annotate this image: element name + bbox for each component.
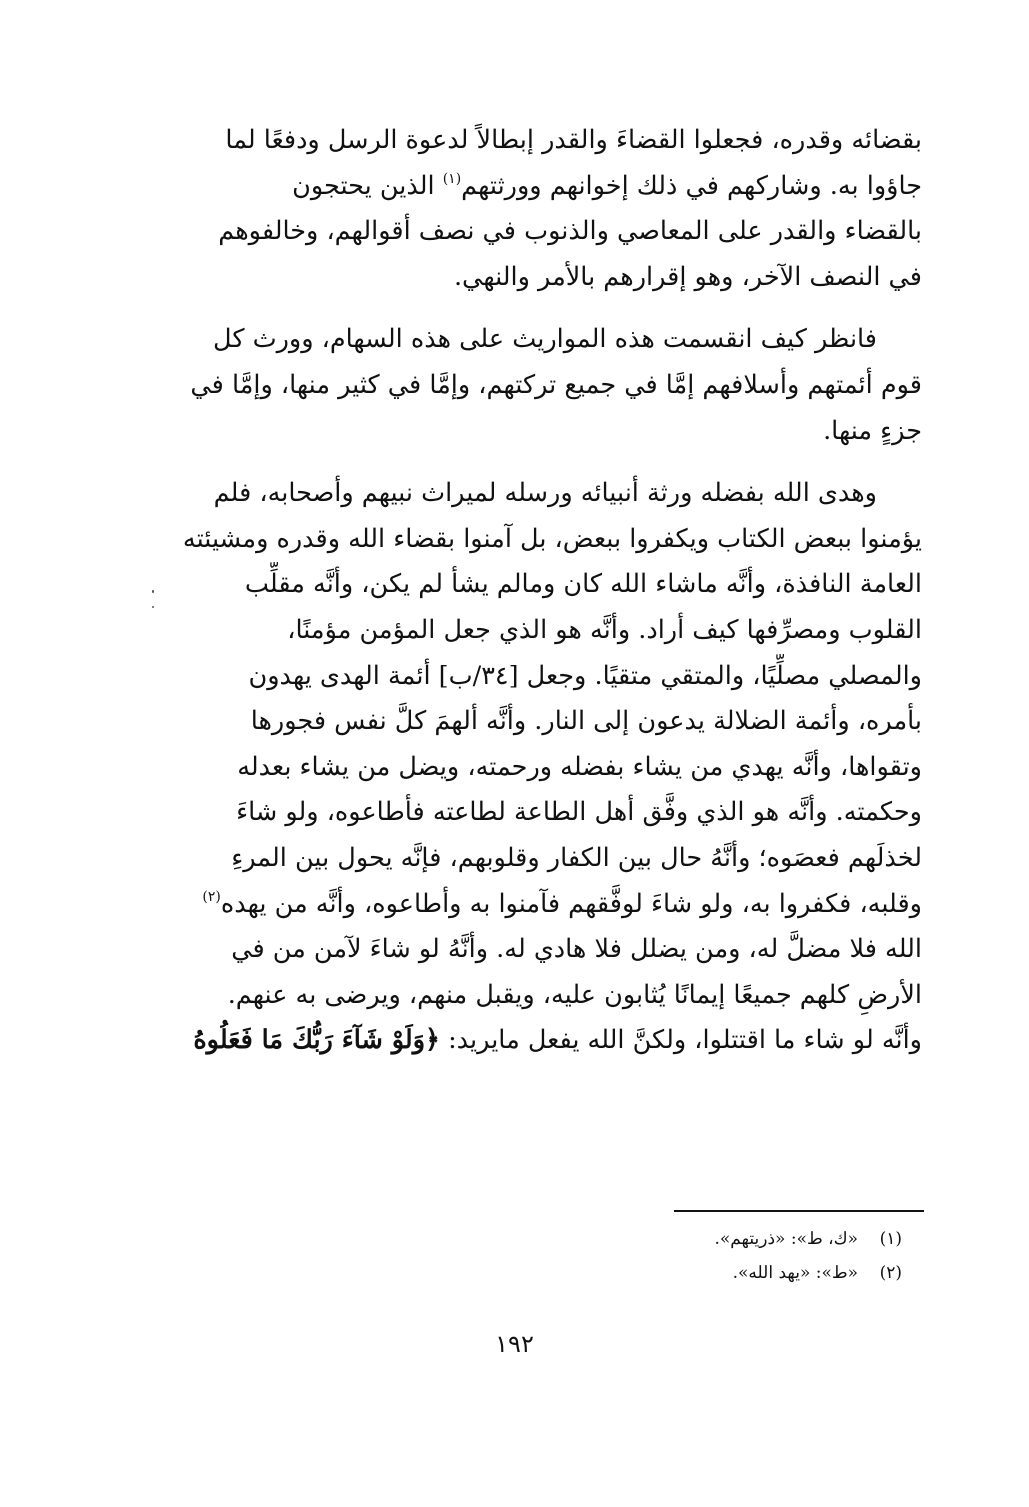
text-line: فانظر كيف انقسمت هذه المواريث على هذه السهام، وورث كل: [213, 324, 877, 355]
text-line: العامة النافذة، وأنَّه ماشاء الله كان ومالم يشأ لم يكن، وأنَّه مقلِّب: [244, 569, 922, 600]
text-line: القلوب ومصرِّفها كيف أراد. وأنَّه هو الذي جعل المؤمن مؤمنًا،: [287, 614, 922, 645]
main-text: [100, 118, 922, 1064]
footnote-ref-2[interactable]: (٢): [202, 888, 221, 905]
footnote-text: «ط»: «يهد الله».: [732, 1263, 858, 1283]
text-line: وهدى الله بفضله ورثة أنبيائه ورسله لميراث نبيهم وأصحابه، فلم: [213, 478, 877, 509]
quran-quote: ﴿وَلَوْ شَآءَ رَبُّكَ مَا فَعَلُوهُ: [193, 1025, 440, 1056]
scan-speck: [152, 606, 154, 608]
paragraph-1: [100, 118, 922, 300]
text-line: الله فلا مضلَّ له، ومن يضلل فلا هادي له. وأنَّهُ لو شاءَ لآمن من في: [231, 934, 922, 965]
text-line: جزءٍ منها.: [823, 415, 922, 446]
text-line: الأرضِ كلهم جميعًا إيمانًا يُثابون عليه، ويقبل منهم، ويرضى به عنهم.: [227, 979, 922, 1010]
text-line: قوم أئمتهم وأسلافهم إمَّا في جميع تركتهم، وإمَّا في كثير منها، وإمَّا في: [190, 369, 922, 400]
text-segment: الذين يحتجون: [292, 170, 443, 201]
scan-speck: [152, 590, 154, 593]
footnote-1: [560, 1222, 902, 1256]
text-line: يؤمنوا ببعض الكتاب ويكفروا ببعض، بل آمنوا بقضاء الله وقدره ومشيئته: [182, 523, 922, 554]
footnote-number: (١): [879, 1229, 902, 1249]
text-line: وتقواها، وأنَّه يهدي من يشاء بفضله ورحمته، ويضل من يشاء بعدله: [237, 751, 922, 782]
text-line: [100, 1018, 922, 1064]
text-line: بقضائه وقدره، فجعلوا القضاءَ والقدر إبطالاً لدعوة الرسل ودفعًا لما: [225, 125, 922, 155]
text-line: في النصف الآخر، وهو إقرارهم بالأمر والنهي.: [453, 261, 922, 292]
page-number: ١٩٢: [495, 1330, 534, 1358]
text-line: [100, 882, 922, 928]
footnote-2: [560, 1256, 902, 1290]
text-line: وحكمته. وأنَّه هو الذي وفَّق أهل الطاعة لطاعته فأطاعوه، ولو شاءَ: [236, 797, 922, 828]
text-line: بالقضاء والقدر على المعاصي والذنوب في نصف أقوالهم، وخالفوهم: [218, 216, 922, 247]
footnote-separator: [674, 1210, 924, 1212]
text-segment: وأنَّه لو شاء ما اقتتلوا، ولكنَّ الله يفعل مايريد:: [448, 1025, 922, 1056]
text-segment: جاؤوا به. وشاركهم في ذلك إخوانهم وورثتهم: [461, 170, 922, 201]
text-line: بأمره، وأئمة الضلالة يدعون إلى النار. وأنَّه ألهمَ كلَّ نفس فجورها: [250, 706, 922, 737]
text-line: والمصلي مصلِّيًا، والمتقي متقيًا. وجعل [٣٤/ب] أئمة الهدى يهدون: [248, 660, 922, 691]
paragraph-2: [100, 317, 922, 454]
paragraph-3: [100, 471, 922, 1064]
text-line: لخذلَهم فعصَوه؛ وأنَّهُ حال بين الكفار وقلوبهم، فإنَّه يحول بين المرءِ: [231, 842, 922, 873]
footnote-ref-1[interactable]: (١): [442, 170, 462, 187]
footnote-text: «ك، ط»: «ذريتهم».: [714, 1229, 858, 1249]
footnotes: [560, 1222, 902, 1290]
text-segment: وقلبه، فكفروا به، ولو شاءَ لوفَّقهم فآمنوا به وأطاعوه، وأنَّه من يهده: [220, 888, 922, 919]
text-line: [100, 164, 922, 210]
footnote-number: (٢): [879, 1263, 902, 1283]
